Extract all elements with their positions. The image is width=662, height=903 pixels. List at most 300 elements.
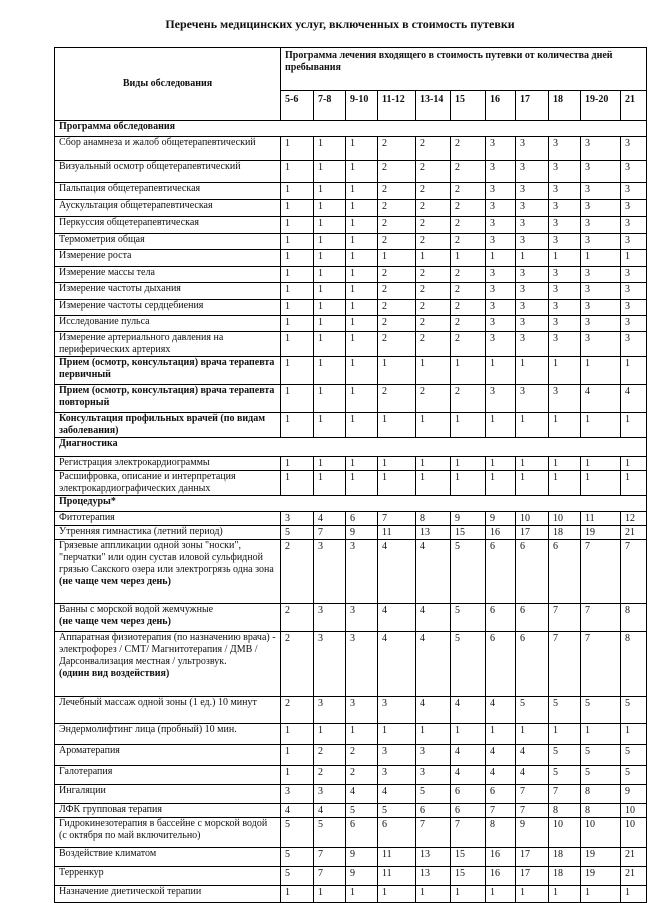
session-count-cell: 1 [346, 137, 378, 161]
session-count-cell: 3 [516, 316, 549, 332]
session-count-cell: 3 [486, 200, 516, 217]
session-count-cell: 1 [451, 457, 486, 471]
session-count-cell: 3 [549, 385, 581, 413]
session-count-cell: 16 [486, 848, 516, 867]
session-count-cell: 1 [451, 357, 486, 385]
session-count-cell: 1 [346, 385, 378, 413]
table-row [55, 316, 647, 332]
session-count-cell: 1 [451, 250, 486, 267]
session-count-cell: 1 [281, 300, 314, 316]
session-count-cell: 9 [346, 848, 378, 867]
table-row [55, 137, 647, 161]
session-count-cell: 3 [516, 183, 549, 200]
session-count-cell: 1 [314, 471, 346, 496]
session-count-cell: 1 [281, 200, 314, 217]
service-label [55, 357, 281, 385]
session-count-cell: 1 [416, 471, 451, 496]
session-count-cell: 1 [314, 385, 346, 413]
session-count-cell: 8 [621, 604, 647, 632]
session-count-cell: 1 [486, 886, 516, 903]
session-count-cell: 3 [486, 161, 516, 183]
session-count-cell: 1 [486, 357, 516, 385]
service-label-text: Исследование пульса [59, 316, 150, 327]
session-count-cell: 2 [416, 137, 451, 161]
session-count-cell: 1 [516, 724, 549, 745]
section-title: Процедуры* [55, 496, 647, 512]
session-count-cell: 1 [621, 357, 647, 385]
session-count-cell: 4 [416, 540, 451, 604]
session-count-cell: 4 [416, 604, 451, 632]
session-count-cell: 21 [621, 526, 647, 540]
service-label-text: Перкуссия общетерапевтическая [59, 217, 199, 228]
session-count-cell: 1 [314, 200, 346, 217]
service-label-text: Терренкур [59, 867, 104, 878]
session-count-cell: 4 [416, 632, 451, 697]
session-count-cell: 2 [281, 604, 314, 632]
session-count-cell: 3 [516, 283, 549, 300]
session-count-cell: 1 [281, 766, 314, 785]
session-count-cell: 1 [314, 283, 346, 300]
session-count-cell: 3 [549, 183, 581, 200]
service-label [55, 540, 281, 604]
session-count-cell: 1 [314, 234, 346, 250]
session-count-cell: 1 [281, 267, 314, 283]
service-label-note: (не чаще чем через день) [59, 616, 171, 627]
column-header-services: Виды обследования [55, 48, 281, 121]
session-count-cell: 7 [549, 632, 581, 697]
session-count-cell: 1 [314, 300, 346, 316]
session-count-cell: 3 [486, 300, 516, 316]
session-count-cell: 1 [516, 457, 549, 471]
session-count-cell: 5 [416, 785, 451, 804]
session-count-cell: 17 [516, 526, 549, 540]
session-count-cell: 4 [416, 697, 451, 724]
session-count-cell: 3 [549, 283, 581, 300]
session-count-cell: 5 [581, 766, 621, 785]
session-count-cell: 1 [621, 250, 647, 267]
session-count-cell: 2 [416, 217, 451, 234]
session-count-cell: 3 [549, 200, 581, 217]
day-column-header: 11-12 [378, 91, 416, 121]
service-label-text: Сбор анамнеза и жалоб общетерапевтический [59, 137, 256, 148]
service-label [55, 745, 281, 766]
session-count-cell: 2 [451, 267, 486, 283]
session-count-cell: 15 [451, 867, 486, 886]
service-label [55, 316, 281, 332]
session-count-cell: 21 [621, 848, 647, 867]
section-title: Программа обследования [55, 121, 647, 137]
table-row [55, 385, 647, 413]
session-count-cell: 2 [378, 332, 416, 357]
day-column-header: 13-14 [416, 91, 451, 121]
session-count-cell: 3 [621, 217, 647, 234]
session-count-cell: 3 [281, 785, 314, 804]
session-count-cell: 1 [516, 413, 549, 438]
session-count-cell: 1 [486, 457, 516, 471]
session-count-cell: 12 [621, 512, 647, 526]
session-count-cell: 3 [621, 300, 647, 316]
session-count-cell: 5 [621, 766, 647, 785]
service-label-text: Ингаляции [59, 785, 106, 796]
session-count-cell: 3 [516, 217, 549, 234]
session-count-cell: 4 [378, 540, 416, 604]
session-count-cell: 3 [486, 385, 516, 413]
session-count-cell: 3 [581, 234, 621, 250]
service-label-text: Измерение артериального давления на периферических артериях [59, 332, 224, 355]
session-count-cell: 1 [346, 161, 378, 183]
session-count-cell: 7 [314, 526, 346, 540]
session-count-cell: 3 [581, 332, 621, 357]
day-column-header: 21 [621, 91, 647, 121]
session-count-cell: 8 [486, 818, 516, 848]
session-count-cell: 2 [378, 217, 416, 234]
service-label [55, 471, 281, 496]
session-count-cell: 1 [314, 316, 346, 332]
session-count-cell: 2 [451, 300, 486, 316]
session-count-cell: 2 [378, 161, 416, 183]
session-count-cell: 2 [378, 183, 416, 200]
session-count-cell: 11 [378, 867, 416, 886]
session-count-cell: 3 [621, 183, 647, 200]
service-label-text: Регистрация электрокардиограммы [59, 457, 210, 468]
session-count-cell: 1 [281, 234, 314, 250]
session-count-cell: 1 [281, 217, 314, 234]
service-label-text: Измерение частоты дыхания [59, 283, 181, 294]
session-count-cell: 1 [378, 457, 416, 471]
service-label [55, 332, 281, 357]
session-count-cell: 3 [516, 234, 549, 250]
session-count-cell: 1 [314, 183, 346, 200]
session-count-cell: 1 [346, 250, 378, 267]
session-count-cell: 3 [486, 283, 516, 300]
session-count-cell: 1 [581, 886, 621, 903]
session-count-cell: 3 [378, 766, 416, 785]
session-count-cell: 3 [516, 300, 549, 316]
session-count-cell: 1 [314, 161, 346, 183]
session-count-cell: 1 [281, 413, 314, 438]
session-count-cell: 3 [486, 137, 516, 161]
service-label [55, 526, 281, 540]
session-count-cell: 3 [621, 161, 647, 183]
session-count-cell: 3 [581, 283, 621, 300]
session-count-cell: 7 [581, 632, 621, 697]
session-count-cell: 1 [621, 471, 647, 496]
session-count-cell: 2 [416, 385, 451, 413]
session-count-cell: 2 [451, 332, 486, 357]
session-count-cell: 10 [516, 512, 549, 526]
session-count-cell: 2 [451, 283, 486, 300]
session-count-cell: 3 [621, 316, 647, 332]
session-count-cell: 3 [581, 267, 621, 283]
service-label-text: Грязевые аппликации одной зоны "носки", "перчатки" или один сустав иловой сульфидной грязью Сакского озера или электрогрязь одна зона [59, 540, 274, 575]
session-count-cell: 1 [346, 234, 378, 250]
session-count-cell: 1 [416, 357, 451, 385]
service-label-text: Прием (осмотр, консультация) врача терапевта повторный [59, 385, 275, 408]
table-row [55, 804, 647, 818]
session-count-cell: 3 [621, 267, 647, 283]
session-count-cell: 3 [621, 200, 647, 217]
table-body [55, 121, 647, 903]
session-count-cell: 3 [486, 267, 516, 283]
session-count-cell: 17 [516, 867, 549, 886]
session-count-cell: 1 [549, 724, 581, 745]
session-count-cell: 3 [516, 161, 549, 183]
service-label-text: Эндермолифтинг лица (пробный) 10 мин. [59, 724, 237, 735]
session-count-cell: 8 [416, 512, 451, 526]
table-row [55, 512, 647, 526]
session-count-cell: 1 [281, 250, 314, 267]
session-count-cell: 3 [516, 200, 549, 217]
session-count-cell: 1 [281, 745, 314, 766]
table-row [55, 183, 647, 200]
service-label-text: Аускультация общетерапевтическая [59, 200, 213, 211]
session-count-cell: 3 [486, 183, 516, 200]
session-count-cell: 4 [516, 745, 549, 766]
session-count-cell: 4 [378, 604, 416, 632]
service-label-text: Расшифровка, описание и интерпретация электрокардиографических данных [59, 471, 236, 494]
session-count-cell: 1 [346, 217, 378, 234]
session-count-cell: 5 [281, 818, 314, 848]
session-count-cell: 1 [281, 357, 314, 385]
session-count-cell: 9 [486, 512, 516, 526]
session-count-cell: 1 [314, 724, 346, 745]
session-count-cell: 2 [378, 316, 416, 332]
session-count-cell: 3 [581, 200, 621, 217]
session-count-cell: 1 [451, 724, 486, 745]
session-count-cell: 1 [621, 457, 647, 471]
session-count-cell: 1 [281, 457, 314, 471]
service-label [55, 724, 281, 745]
session-count-cell: 3 [378, 697, 416, 724]
service-label [55, 804, 281, 818]
session-count-cell: 1 [346, 886, 378, 903]
session-count-cell: 2 [416, 234, 451, 250]
session-count-cell: 1 [581, 413, 621, 438]
session-count-cell: 1 [378, 357, 416, 385]
session-count-cell: 1 [346, 724, 378, 745]
service-label-text: Консультация профильных врачей (по видам заболевания) [59, 413, 266, 436]
service-label [55, 697, 281, 724]
session-count-cell: 1 [346, 283, 378, 300]
session-count-cell: 17 [516, 848, 549, 867]
session-count-cell: 5 [281, 867, 314, 886]
session-count-cell: 7 [416, 818, 451, 848]
table-row [55, 632, 647, 697]
service-label [55, 604, 281, 632]
session-count-cell: 3 [516, 385, 549, 413]
session-count-cell: 1 [516, 357, 549, 385]
session-count-cell: 1 [581, 471, 621, 496]
service-label-text: Утренняя гимнастика (летний период) [59, 526, 223, 537]
session-count-cell: 5 [281, 526, 314, 540]
session-count-cell: 7 [549, 785, 581, 804]
service-label-text: Ароматерапия [59, 745, 120, 756]
section-header-row [55, 121, 647, 137]
service-label [55, 385, 281, 413]
table-row [55, 283, 647, 300]
session-count-cell: 11 [581, 512, 621, 526]
service-label [55, 300, 281, 316]
session-count-cell: 1 [314, 332, 346, 357]
session-count-cell: 3 [581, 300, 621, 316]
service-label [55, 512, 281, 526]
service-label-text: Измерение частоты сердцебиения [59, 300, 204, 311]
session-count-cell: 3 [549, 217, 581, 234]
session-count-cell: 2 [451, 137, 486, 161]
session-count-cell: 2 [378, 200, 416, 217]
table-row [55, 234, 647, 250]
session-count-cell: 2 [314, 766, 346, 785]
session-count-cell: 1 [621, 886, 647, 903]
session-count-cell: 19 [581, 848, 621, 867]
session-count-cell: 1 [314, 413, 346, 438]
session-count-cell: 18 [549, 526, 581, 540]
session-count-cell: 13 [416, 848, 451, 867]
session-count-cell: 3 [516, 137, 549, 161]
session-count-cell: 6 [516, 632, 549, 697]
session-count-cell: 5 [549, 697, 581, 724]
table-row [55, 200, 647, 217]
session-count-cell: 11 [378, 848, 416, 867]
session-count-cell: 4 [451, 697, 486, 724]
session-count-cell: 1 [621, 413, 647, 438]
session-count-cell: 2 [378, 300, 416, 316]
session-count-cell: 19 [581, 867, 621, 886]
session-count-cell: 1 [281, 332, 314, 357]
session-count-cell: 5 [451, 540, 486, 604]
session-count-cell: 3 [549, 267, 581, 283]
session-count-cell: 5 [516, 697, 549, 724]
session-count-cell: 2 [416, 267, 451, 283]
session-count-cell: 7 [549, 604, 581, 632]
session-count-cell: 9 [346, 867, 378, 886]
table-row [55, 745, 647, 766]
session-count-cell: 2 [416, 183, 451, 200]
service-label-text: Назначение диетической терапии [59, 886, 202, 897]
session-count-cell: 1 [346, 300, 378, 316]
session-count-cell: 8 [581, 804, 621, 818]
session-count-cell: 1 [346, 457, 378, 471]
service-label-text: Ванны с морской водой жемчужные [59, 604, 214, 615]
session-count-cell: 4 [581, 385, 621, 413]
session-count-cell: 7 [581, 604, 621, 632]
service-label [55, 161, 281, 183]
service-label [55, 867, 281, 886]
session-count-cell: 1 [314, 217, 346, 234]
session-count-cell: 1 [549, 471, 581, 496]
session-count-cell: 1 [314, 357, 346, 385]
service-label [55, 457, 281, 471]
service-label-text: Галотерапия [59, 766, 113, 777]
table-row [55, 250, 647, 267]
session-count-cell: 8 [621, 632, 647, 697]
session-count-cell: 13 [416, 867, 451, 886]
session-count-cell: 7 [621, 540, 647, 604]
service-label [55, 886, 281, 903]
session-count-cell: 1 [549, 457, 581, 471]
session-count-cell: 5 [451, 632, 486, 697]
session-count-cell: 2 [378, 283, 416, 300]
session-count-cell: 2 [416, 300, 451, 316]
session-count-cell: 1 [378, 724, 416, 745]
session-count-cell: 1 [549, 357, 581, 385]
session-count-cell: 21 [621, 867, 647, 886]
session-count-cell: 1 [378, 471, 416, 496]
session-count-cell: 10 [621, 818, 647, 848]
session-count-cell: 1 [378, 886, 416, 903]
day-column-header: 9-10 [346, 91, 378, 121]
session-count-cell: 1 [281, 316, 314, 332]
session-count-cell: 1 [416, 724, 451, 745]
session-count-cell: 1 [281, 183, 314, 200]
session-count-cell: 3 [346, 632, 378, 697]
session-count-cell: 2 [378, 385, 416, 413]
session-count-cell: 2 [281, 697, 314, 724]
session-count-cell: 9 [451, 512, 486, 526]
session-count-cell: 4 [516, 766, 549, 785]
session-count-cell: 15 [451, 848, 486, 867]
table-row [55, 217, 647, 234]
session-count-cell: 3 [486, 332, 516, 357]
session-count-cell: 7 [516, 804, 549, 818]
table-row [55, 604, 647, 632]
session-count-cell: 2 [314, 745, 346, 766]
session-count-cell: 6 [378, 818, 416, 848]
session-count-cell: 4 [486, 745, 516, 766]
service-label [55, 234, 281, 250]
session-count-cell: 6 [516, 604, 549, 632]
session-count-cell: 3 [486, 217, 516, 234]
session-count-cell: 3 [416, 745, 451, 766]
session-count-cell: 2 [346, 766, 378, 785]
session-count-cell: 1 [451, 886, 486, 903]
service-label [55, 785, 281, 804]
session-count-cell: 1 [549, 413, 581, 438]
session-count-cell: 1 [346, 200, 378, 217]
session-count-cell: 7 [451, 818, 486, 848]
day-column-header: 18 [549, 91, 581, 121]
service-label-text: Пальпация общетерапевтическая [59, 183, 201, 194]
session-count-cell: 1 [486, 724, 516, 745]
table-row [55, 697, 647, 724]
session-count-cell: 1 [486, 250, 516, 267]
document-title: Перечень медицинских услуг, включенных в стоимость путевки [165, 17, 515, 31]
session-count-cell: 8 [581, 785, 621, 804]
session-count-cell: 2 [451, 161, 486, 183]
session-count-cell: 3 [346, 697, 378, 724]
session-count-cell: 1 [416, 457, 451, 471]
session-count-cell: 2 [416, 316, 451, 332]
session-count-cell: 16 [486, 867, 516, 886]
session-count-cell: 1 [581, 357, 621, 385]
table-row [55, 724, 647, 745]
session-count-cell: 7 [486, 804, 516, 818]
session-count-cell: 7 [314, 848, 346, 867]
session-count-cell: 3 [486, 234, 516, 250]
table-row [55, 867, 647, 886]
session-count-cell: 2 [416, 332, 451, 357]
session-count-cell: 3 [581, 316, 621, 332]
session-count-cell: 4 [314, 804, 346, 818]
session-count-cell: 1 [281, 724, 314, 745]
session-count-cell: 5 [451, 604, 486, 632]
table-row [55, 471, 647, 496]
session-count-cell: 2 [451, 385, 486, 413]
session-count-cell: 1 [416, 250, 451, 267]
service-label [55, 217, 281, 234]
session-count-cell: 1 [378, 250, 416, 267]
session-count-cell: 1 [451, 471, 486, 496]
